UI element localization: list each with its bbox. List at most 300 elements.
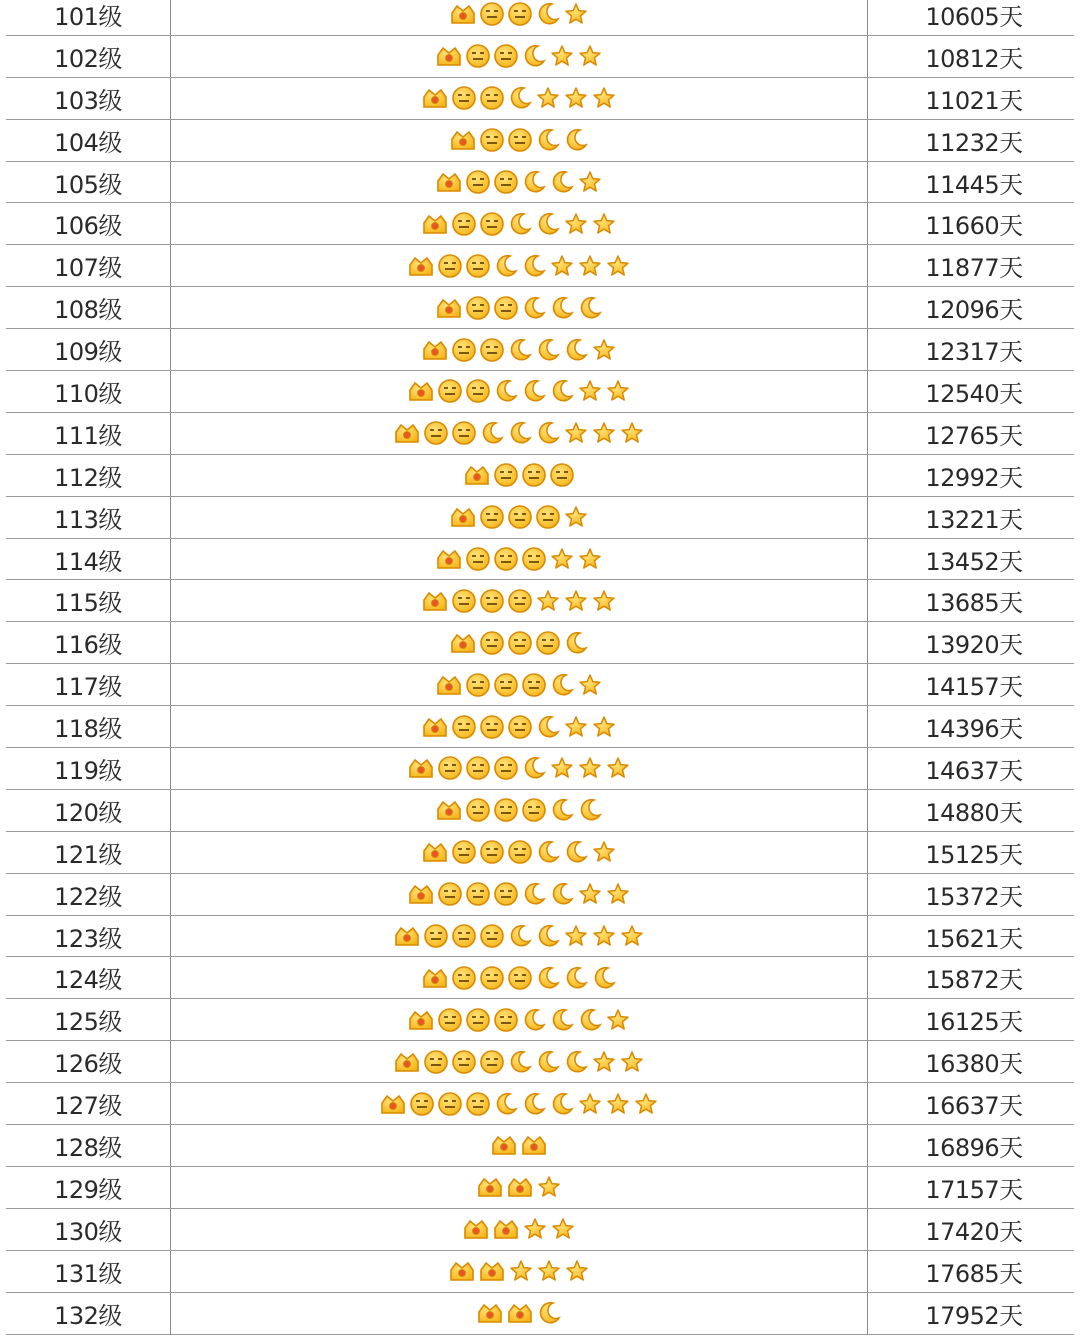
table-row: [6, 1251, 1074, 1293]
sun-icon: [493, 295, 519, 321]
icon-cell: [171, 539, 868, 580]
sun-icon: [423, 1049, 449, 1075]
sun-icon: [465, 43, 491, 69]
table-row: [6, 162, 1074, 204]
sun-icon: [465, 378, 491, 404]
moon-icon: [535, 420, 561, 446]
table-row: [6, 36, 1074, 78]
sun-icon: [437, 378, 463, 404]
sun-icon: [493, 546, 519, 572]
crown-icon: [463, 462, 491, 488]
icon-cell: [171, 0, 868, 35]
days-cell: 17157天: [925, 1175, 1023, 1204]
star-icon: [550, 1216, 576, 1242]
level-icons: [421, 588, 617, 614]
moon-icon: [521, 43, 547, 69]
star-icon: [591, 337, 617, 363]
days-cell: 16125天: [925, 1008, 1023, 1037]
sun-icon: [479, 588, 505, 614]
star-icon: [591, 1049, 617, 1075]
star-icon: [605, 1091, 631, 1117]
moon-icon: [549, 797, 575, 823]
sun-icon: [549, 462, 575, 488]
moon-icon: [563, 965, 589, 991]
star-icon: [577, 253, 603, 279]
crown-icon: [407, 1007, 435, 1033]
level-icons: [435, 295, 603, 321]
crown-icon: [478, 1258, 506, 1284]
star-icon: [591, 839, 617, 865]
sun-icon: [465, 295, 491, 321]
moon-icon: [535, 211, 561, 237]
sun-icon: [465, 1007, 491, 1033]
moon-icon: [549, 378, 575, 404]
moon-icon: [535, 965, 561, 991]
days-cell: 11660天: [925, 212, 1023, 241]
moon-icon: [507, 337, 533, 363]
star-icon: [577, 169, 603, 195]
star-icon: [577, 1091, 603, 1117]
table-row: [6, 329, 1074, 371]
level-cell: 105级: [6, 162, 171, 203]
days-cell: 17685天: [925, 1259, 1023, 1288]
moon-icon: [521, 755, 547, 781]
sun-icon: [437, 1007, 463, 1033]
moon-icon: [521, 1007, 547, 1033]
moon-icon: [563, 127, 589, 153]
days-cell: 13452天: [925, 547, 1023, 576]
icon-cell: [171, 664, 868, 705]
level-icons: [421, 211, 617, 237]
level-table: [6, 0, 1074, 1335]
sun-icon: [437, 755, 463, 781]
star-icon: [549, 253, 575, 279]
level-cell: 126级: [6, 1041, 171, 1082]
moon-icon: [577, 295, 603, 321]
icon-cell: [171, 1209, 868, 1250]
sun-icon: [479, 714, 505, 740]
star-icon: [605, 253, 631, 279]
sun-icon: [451, 839, 477, 865]
level-cell: 106级: [6, 203, 171, 244]
sun-icon: [465, 755, 491, 781]
sun-icon: [451, 337, 477, 363]
icon-cell: [171, 287, 868, 328]
crown-icon: [435, 797, 463, 823]
icon-cell: [171, 1251, 868, 1292]
moon-icon: [535, 1, 561, 27]
sun-icon: [423, 420, 449, 446]
sun-icon: [409, 1091, 435, 1117]
sun-icon: [465, 672, 491, 698]
sun-icon: [451, 965, 477, 991]
level-cell: 131级: [6, 1251, 171, 1292]
sun-icon: [493, 169, 519, 195]
star-icon: [536, 1258, 562, 1284]
days-cell: 17420天: [925, 1217, 1023, 1246]
level-cell: 127级: [6, 1083, 171, 1124]
crown-icon: [449, 127, 477, 153]
moon-icon: [536, 1300, 562, 1326]
level-icons: [449, 630, 589, 656]
crown-icon: [449, 504, 477, 530]
icon-cell: [171, 1167, 868, 1208]
moon-icon: [493, 378, 519, 404]
moon-icon: [521, 253, 547, 279]
level-icons: [407, 755, 631, 781]
crown-icon: [506, 1300, 534, 1326]
level-cell: 129级: [6, 1167, 171, 1208]
days-cell: 12317天: [925, 338, 1023, 367]
table-row: [6, 916, 1074, 958]
sun-icon: [465, 253, 491, 279]
level-icons: [421, 965, 617, 991]
sun-icon: [479, 1049, 505, 1075]
star-icon: [563, 588, 589, 614]
days-cell: 16380天: [925, 1050, 1023, 1079]
level-icons: [435, 672, 603, 698]
star-icon: [591, 714, 617, 740]
sun-icon: [479, 630, 505, 656]
star-icon: [564, 1258, 590, 1284]
days-cell: 11021天: [925, 86, 1023, 115]
moon-icon: [521, 169, 547, 195]
moon-icon: [549, 169, 575, 195]
star-icon: [563, 714, 589, 740]
star-icon: [619, 923, 645, 949]
level-cell: 101级: [6, 0, 171, 35]
sun-icon: [521, 797, 547, 823]
sun-icon: [451, 923, 477, 949]
icon-cell: [171, 706, 868, 747]
star-icon: [605, 1007, 631, 1033]
icon-cell: [171, 162, 868, 203]
level-cell: 125级: [6, 999, 171, 1040]
crown-icon: [407, 378, 435, 404]
table-row: [6, 999, 1074, 1041]
moon-icon: [577, 1007, 603, 1033]
days-cell: 12765天: [925, 421, 1023, 450]
moon-icon: [521, 295, 547, 321]
level-icons: [476, 1300, 562, 1326]
table-row: [6, 245, 1074, 287]
crown-icon: [407, 881, 435, 907]
table-row: [6, 580, 1074, 622]
level-icons: [462, 1216, 576, 1242]
icon-cell: [171, 790, 868, 831]
sun-icon: [507, 965, 533, 991]
sun-icon: [451, 85, 477, 111]
crown-icon: [407, 755, 435, 781]
crown-icon: [421, 588, 449, 614]
level-cell: 111级: [6, 413, 171, 454]
crown-icon: [421, 211, 449, 237]
star-icon: [563, 923, 589, 949]
sun-icon: [493, 1007, 519, 1033]
sun-icon: [493, 797, 519, 823]
moon-icon: [507, 85, 533, 111]
star-icon: [563, 420, 589, 446]
level-cell: 113级: [6, 497, 171, 538]
sun-icon: [479, 85, 505, 111]
moon-icon: [535, 839, 561, 865]
crown-icon: [421, 85, 449, 111]
sun-icon: [493, 755, 519, 781]
star-icon: [563, 85, 589, 111]
table-row: [6, 874, 1074, 916]
icon-cell: [171, 371, 868, 412]
moon-icon: [507, 420, 533, 446]
level-icons: [421, 85, 617, 111]
days-cell: 14396天: [925, 715, 1023, 744]
days-cell: 15621天: [925, 924, 1023, 953]
star-icon: [549, 546, 575, 572]
icon-cell: [171, 455, 868, 496]
level-cell: 116级: [6, 622, 171, 663]
table-row: [6, 622, 1074, 664]
moon-icon: [507, 923, 533, 949]
table-row: [6, 1209, 1074, 1251]
sun-icon: [451, 1049, 477, 1075]
sun-icon: [521, 462, 547, 488]
sun-icon: [437, 1091, 463, 1117]
level-cell: 104级: [6, 120, 171, 161]
star-icon: [577, 43, 603, 69]
crown-icon: [462, 1216, 490, 1242]
icon-cell: [171, 329, 868, 370]
sun-icon: [521, 672, 547, 698]
level-icons: [449, 504, 589, 530]
level-icons: [407, 1007, 631, 1033]
sun-icon: [465, 881, 491, 907]
level-cell: 130级: [6, 1209, 171, 1250]
days-cell: 11232天: [925, 128, 1023, 157]
moon-icon: [591, 965, 617, 991]
table-row: [6, 0, 1074, 36]
star-icon: [563, 1, 589, 27]
icon-cell: [171, 580, 868, 621]
icon-cell: [171, 497, 868, 538]
crown-icon: [476, 1300, 504, 1326]
icon-cell: [171, 999, 868, 1040]
sun-icon: [437, 881, 463, 907]
sun-icon: [507, 714, 533, 740]
level-icons: [407, 881, 631, 907]
level-icons: [393, 1049, 645, 1075]
moon-icon: [479, 420, 505, 446]
sun-icon: [493, 881, 519, 907]
icon-cell: [171, 957, 868, 998]
days-cell: 12540天: [925, 379, 1023, 408]
star-icon: [605, 755, 631, 781]
sun-icon: [493, 43, 519, 69]
level-icons: [435, 546, 603, 572]
level-cell: 123级: [6, 916, 171, 957]
star-icon: [577, 672, 603, 698]
table-row: [6, 790, 1074, 832]
icon-cell: [171, 1041, 868, 1082]
days-cell: 15872天: [925, 966, 1023, 995]
level-icons: [435, 797, 603, 823]
level-cell: 117级: [6, 664, 171, 705]
moon-icon: [563, 337, 589, 363]
star-icon: [535, 588, 561, 614]
level-cell: 108级: [6, 287, 171, 328]
sun-icon: [507, 839, 533, 865]
sun-icon: [507, 588, 533, 614]
level-cell: 103级: [6, 78, 171, 119]
crown-icon: [421, 839, 449, 865]
days-cell: 12096天: [925, 296, 1023, 325]
icon-cell: [171, 413, 868, 454]
table-row: [6, 1167, 1074, 1209]
level-icons: [449, 1, 589, 27]
level-cell: 102级: [6, 36, 171, 77]
star-icon: [633, 1091, 659, 1117]
crown-icon: [520, 1132, 548, 1158]
days-cell: 11877天: [925, 254, 1023, 283]
moon-icon: [507, 1049, 533, 1075]
table-row: [6, 539, 1074, 581]
level-cell: 128级: [6, 1125, 171, 1166]
level-icons: [407, 378, 631, 404]
level-icons: [435, 169, 603, 195]
level-cell: 110级: [6, 371, 171, 412]
crown-icon: [506, 1174, 534, 1200]
moon-icon: [535, 127, 561, 153]
days-cell: 13920天: [925, 631, 1023, 660]
star-icon: [508, 1258, 534, 1284]
level-cell: 112级: [6, 455, 171, 496]
table-row: [6, 1125, 1074, 1167]
table-row: [6, 706, 1074, 748]
moon-icon: [563, 630, 589, 656]
sun-icon: [479, 127, 505, 153]
crown-icon: [421, 714, 449, 740]
star-icon: [535, 85, 561, 111]
crown-icon: [407, 253, 435, 279]
icon-cell: [171, 78, 868, 119]
table-row: [6, 120, 1074, 162]
level-icons: [476, 1174, 562, 1200]
crown-icon: [421, 965, 449, 991]
level-cell: 121级: [6, 832, 171, 873]
star-icon: [605, 881, 631, 907]
level-icons: [393, 420, 645, 446]
days-cell: 13221天: [925, 505, 1023, 534]
star-icon: [605, 378, 631, 404]
star-icon: [577, 378, 603, 404]
table-row: [6, 1083, 1074, 1125]
table-row: [6, 1293, 1074, 1335]
crown-icon: [393, 923, 421, 949]
moon-icon: [549, 295, 575, 321]
level-icons: [490, 1132, 548, 1158]
level-cell: 120级: [6, 790, 171, 831]
moon-icon: [535, 923, 561, 949]
crown-icon: [435, 672, 463, 698]
level-cell: 114级: [6, 539, 171, 580]
crown-icon: [421, 337, 449, 363]
days-cell: 17952天: [925, 1301, 1023, 1330]
crown-icon: [379, 1091, 407, 1117]
crown-icon: [449, 1, 477, 27]
sun-icon: [521, 546, 547, 572]
sun-icon: [507, 127, 533, 153]
icon-cell: [171, 1293, 868, 1334]
sun-icon: [451, 714, 477, 740]
star-icon: [591, 211, 617, 237]
icon-cell: [171, 120, 868, 161]
moon-icon: [563, 839, 589, 865]
icon-cell: [171, 36, 868, 77]
level-icons: [421, 839, 617, 865]
sun-icon: [465, 169, 491, 195]
moon-icon: [507, 211, 533, 237]
days-cell: 16637天: [925, 1092, 1023, 1121]
level-icons: [421, 714, 617, 740]
icon-cell: [171, 245, 868, 286]
icon-cell: [171, 203, 868, 244]
crown-icon: [476, 1174, 504, 1200]
table-row: [6, 832, 1074, 874]
star-icon: [591, 420, 617, 446]
sun-icon: [507, 630, 533, 656]
level-cell: 115级: [6, 580, 171, 621]
sun-icon: [493, 672, 519, 698]
days-cell: 14637天: [925, 756, 1023, 785]
level-cell: 118级: [6, 706, 171, 747]
star-icon: [563, 504, 589, 530]
sun-icon: [493, 462, 519, 488]
table-row: [6, 78, 1074, 120]
crown-icon: [435, 43, 463, 69]
moon-icon: [563, 1049, 589, 1075]
star-icon: [577, 881, 603, 907]
sun-icon: [479, 1, 505, 27]
table-row: [6, 957, 1074, 999]
moon-icon: [549, 1091, 575, 1117]
icon-cell: [171, 874, 868, 915]
star-icon: [549, 43, 575, 69]
table-row: [6, 1041, 1074, 1083]
star-icon: [619, 1049, 645, 1075]
table-row: [6, 287, 1074, 329]
icon-cell: [171, 1125, 868, 1166]
level-cell: 122级: [6, 874, 171, 915]
days-cell: 12992天: [925, 463, 1023, 492]
days-cell: 14157天: [925, 673, 1023, 702]
table-row: [6, 413, 1074, 455]
sun-icon: [507, 1, 533, 27]
sun-icon: [479, 211, 505, 237]
sun-icon: [479, 965, 505, 991]
crown-icon: [492, 1216, 520, 1242]
star-icon: [591, 923, 617, 949]
sun-icon: [465, 797, 491, 823]
crown-icon: [490, 1132, 518, 1158]
days-cell: 15372天: [925, 882, 1023, 911]
sun-icon: [535, 630, 561, 656]
days-cell: 13685天: [925, 589, 1023, 618]
sun-icon: [465, 546, 491, 572]
crown-icon: [435, 169, 463, 195]
moon-icon: [549, 881, 575, 907]
table-row: [6, 455, 1074, 497]
table-row: [6, 203, 1074, 245]
crown-icon: [448, 1258, 476, 1284]
star-icon: [591, 588, 617, 614]
